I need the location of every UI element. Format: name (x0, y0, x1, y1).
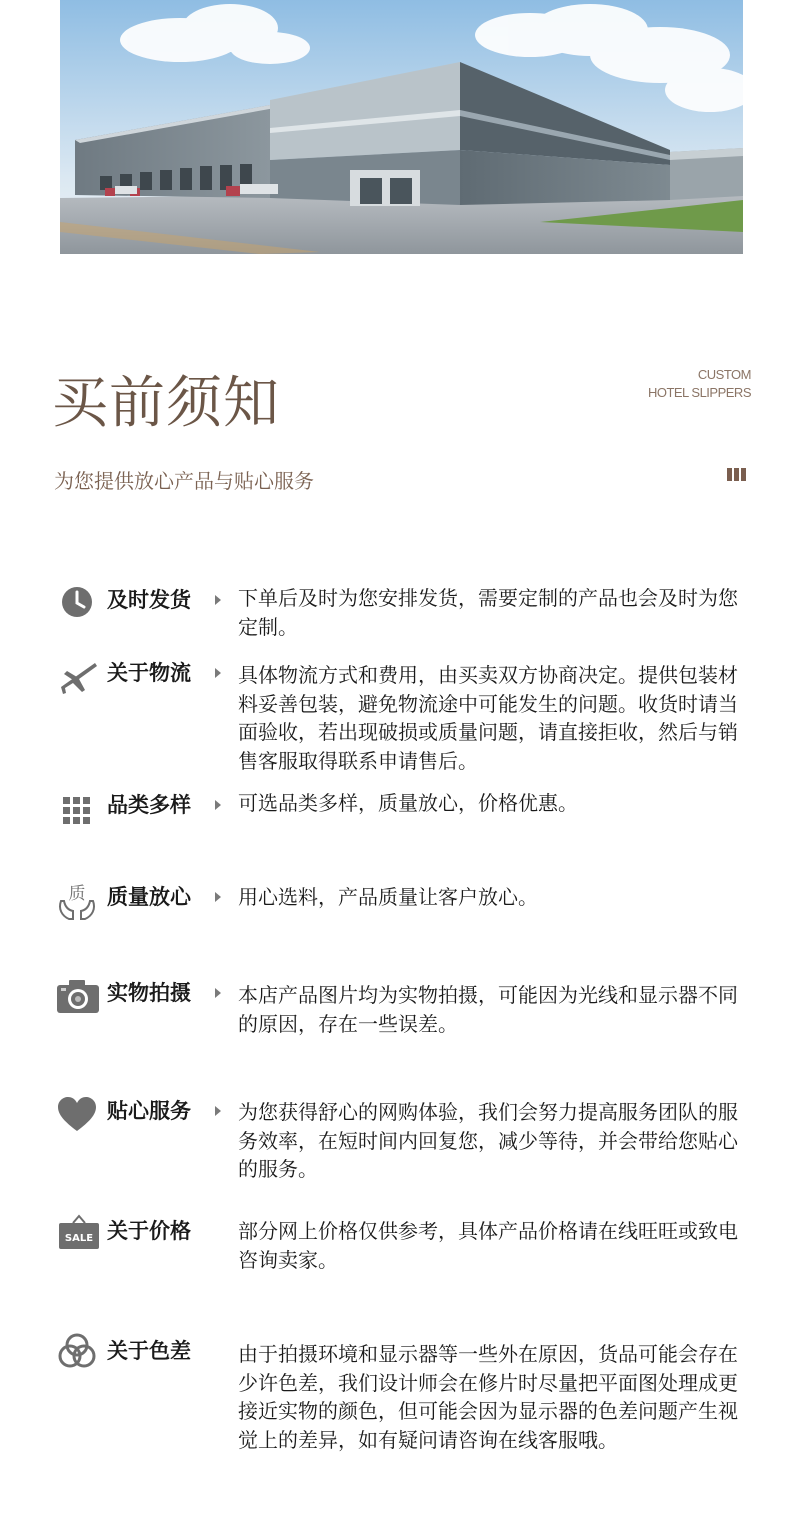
notice-description: 用心选料，产品质量让客户放心。 (238, 885, 538, 909)
clock-icon (55, 584, 99, 624)
notice-label: 关于物流 (107, 661, 191, 685)
quality-glyph: 质 (68, 884, 86, 904)
notice-description: 具体物流方式和费用，由买卖双方协商决定。提供包装材料妥善包装，避免物流途中可能发生的问题。收货时请当面验收，若出现破损或质量问题，请直接拒收，然后与销售客服取得联系申请售后。 (238, 663, 738, 773)
notice-label: 贴心服务 (107, 1099, 191, 1123)
brand-line-1: CUSTOM (697, 367, 751, 382)
notice-description: 下单后及时为您安排发货，需要定制的产品也会及时为您定制。 (238, 586, 738, 639)
page-subtitle: 为您提供放心产品与贴心服务 (54, 469, 314, 493)
arrow-right-icon (215, 1106, 221, 1116)
arrow-right-icon (215, 892, 221, 902)
arrow-right-icon (215, 800, 221, 810)
notice-description: 本店产品图片均为实物拍摄，可能因为光线和显示器不同的原因，存在一些误差。 (238, 983, 738, 1036)
arrow-right-icon (215, 595, 221, 605)
notice-description: 可选品类多样，质量放心，价格优惠。 (238, 791, 578, 815)
heart-icon (55, 1095, 99, 1135)
notice-label: 实物拍摄 (107, 981, 191, 1005)
airplane-icon (55, 657, 99, 697)
quality-hands-icon (55, 879, 99, 923)
notice-label: 关于色差 (107, 1339, 191, 1363)
arrow-right-icon (215, 988, 221, 998)
sale-sign-icon (57, 1213, 101, 1253)
notice-description: 为您获得舒心的网购体验，我们会努力提高服务团队的服务效率，在短时间内回复您，减少等待，并会带给您贴心的服务。 (238, 1100, 738, 1181)
notice-label: 品类多样 (107, 793, 191, 817)
notice-label: 质量放心 (107, 885, 191, 909)
brand-line-2: HOTEL SLIPPERS (647, 385, 751, 400)
decorative-bars-icon (727, 468, 746, 481)
arrow-right-icon (215, 668, 221, 678)
hero-warehouse-image (60, 0, 743, 254)
grid-icon (55, 789, 99, 829)
notice-label: 关于价格 (107, 1219, 191, 1243)
notice-description: 由于拍摄环境和显示器等一些外在原因，货品可能会存在少许色差，我们设计师会在修片时尽量把平面图处理成更接近实物的颜色，但可能会因为显示器的色差问题产生视觉上的差异，如有疑问请咨询在线客服哦。 (238, 1342, 738, 1452)
camera-icon (55, 977, 101, 1017)
notice-label: 及时发货 (107, 588, 191, 612)
notice-description: 部分网上价格仅供参考，具体产品价格请在线旺旺或致电咨询卖家。 (238, 1219, 738, 1272)
page-title: 买前须知 (52, 371, 280, 436)
color-circles-icon (55, 1332, 99, 1372)
brand-tagline (648, 366, 751, 402)
sale-sign-text: SALE (64, 1233, 94, 1244)
